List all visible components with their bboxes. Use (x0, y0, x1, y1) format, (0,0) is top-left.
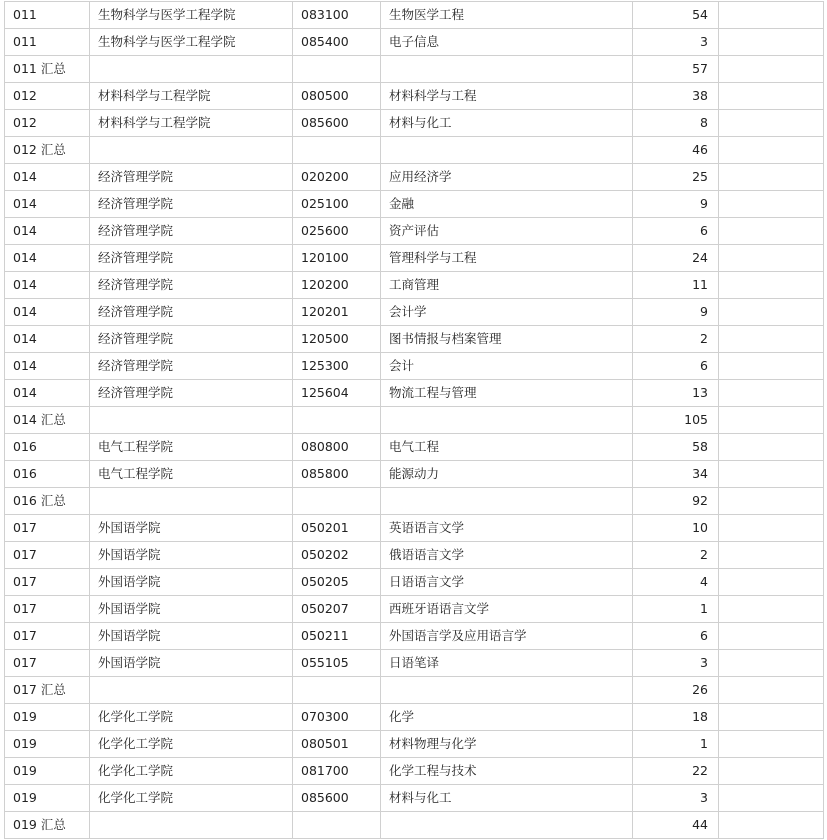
college-name-cell: 生物科学与医学工程学院 (90, 29, 293, 56)
enrollment-count-cell: 3 (633, 785, 719, 812)
college-code-cell: 012 (5, 110, 90, 137)
major-name-cell: 外国语言学及应用语言学 (381, 623, 633, 650)
college-code-cell: 017 (5, 515, 90, 542)
college-code-cell: 012 汇总 (5, 137, 90, 164)
college-name-cell: 经济管理学院 (90, 218, 293, 245)
table-row (5, 137, 824, 164)
college-name-cell: 外国语学院 (90, 623, 293, 650)
major-name-cell: 电气工程 (381, 434, 633, 461)
college-name-cell (90, 407, 293, 434)
major-name-cell: 化学 (381, 704, 633, 731)
college-name-cell: 材料科学与工程学院 (90, 83, 293, 110)
table-row (5, 245, 824, 272)
college-code-cell: 014 (5, 299, 90, 326)
college-name-cell: 材料科学与工程学院 (90, 110, 293, 137)
enrollment-count-cell: 3 (633, 650, 719, 677)
major-code-cell: 050207 (293, 596, 381, 623)
major-name-cell: 能源动力 (381, 461, 633, 488)
major-name-cell (381, 812, 633, 839)
college-name-cell: 外国语学院 (90, 650, 293, 677)
major-code-cell: 025100 (293, 191, 381, 218)
college-name-cell: 电气工程学院 (90, 461, 293, 488)
table-body (5, 2, 824, 839)
table-row (5, 110, 824, 137)
enrollment-count-cell: 2 (633, 542, 719, 569)
college-name-cell: 经济管理学院 (90, 380, 293, 407)
table-row (5, 299, 824, 326)
empty-cell (719, 2, 824, 29)
empty-cell (719, 812, 824, 839)
college-name-cell: 化学化工学院 (90, 785, 293, 812)
major-name-cell: 英语语言文学 (381, 515, 633, 542)
college-code-cell: 014 (5, 326, 90, 353)
enrollment-count-cell: 4 (633, 569, 719, 596)
college-code-cell: 019 (5, 731, 90, 758)
empty-cell (719, 110, 824, 137)
empty-cell (719, 407, 824, 434)
major-name-cell: 电子信息 (381, 29, 633, 56)
college-name-cell (90, 488, 293, 515)
major-code-cell: 085400 (293, 29, 381, 56)
college-name-cell (90, 137, 293, 164)
table-row (5, 623, 824, 650)
college-code-cell: 011 (5, 29, 90, 56)
enrollment-count-cell: 9 (633, 191, 719, 218)
empty-cell (719, 353, 824, 380)
table-row (5, 326, 824, 353)
college-code-cell: 016 汇总 (5, 488, 90, 515)
college-name-cell: 电气工程学院 (90, 434, 293, 461)
college-code-cell: 019 汇总 (5, 812, 90, 839)
empty-cell (719, 380, 824, 407)
table-row (5, 56, 824, 83)
major-name-cell: 资产评估 (381, 218, 633, 245)
college-name-cell: 化学化工学院 (90, 758, 293, 785)
table-row (5, 542, 824, 569)
college-name-cell: 经济管理学院 (90, 191, 293, 218)
college-name-cell: 外国语学院 (90, 515, 293, 542)
empty-cell (719, 272, 824, 299)
major-code-cell: 085600 (293, 785, 381, 812)
major-code-cell (293, 137, 381, 164)
major-name-cell (381, 137, 633, 164)
college-name-cell: 经济管理学院 (90, 245, 293, 272)
table-row (5, 83, 824, 110)
college-code-cell: 017 (5, 542, 90, 569)
empty-cell (719, 650, 824, 677)
major-code-cell: 050201 (293, 515, 381, 542)
major-name-cell: 材料科学与工程 (381, 83, 633, 110)
major-code-cell: 125300 (293, 353, 381, 380)
major-name-cell: 日语语言文学 (381, 569, 633, 596)
college-name-cell (90, 677, 293, 704)
major-name-cell (381, 488, 633, 515)
enrollment-count-cell: 13 (633, 380, 719, 407)
enrollment-count-cell: 58 (633, 434, 719, 461)
enrollment-count-cell: 22 (633, 758, 719, 785)
major-code-cell: 050202 (293, 542, 381, 569)
major-code-cell: 125604 (293, 380, 381, 407)
major-name-cell: 日语笔译 (381, 650, 633, 677)
enrollment-count-cell: 25 (633, 164, 719, 191)
major-code-cell: 020200 (293, 164, 381, 191)
table-row (5, 731, 824, 758)
empty-cell (719, 677, 824, 704)
college-code-cell: 016 (5, 461, 90, 488)
empty-cell (719, 29, 824, 56)
enrollment-count-cell: 11 (633, 272, 719, 299)
empty-cell (719, 434, 824, 461)
college-name-cell: 化学化工学院 (90, 704, 293, 731)
college-code-cell: 017 (5, 650, 90, 677)
table-row (5, 650, 824, 677)
empty-cell (719, 704, 824, 731)
college-code-cell: 011 (5, 2, 90, 29)
college-name-cell: 经济管理学院 (90, 353, 293, 380)
table-row (5, 812, 824, 839)
major-name-cell (381, 407, 633, 434)
enrollment-count-cell: 1 (633, 731, 719, 758)
enrollment-count-cell: 57 (633, 56, 719, 83)
enrollment-count-cell: 9 (633, 299, 719, 326)
enrollment-table (4, 1, 824, 839)
college-code-cell: 014 (5, 218, 90, 245)
major-code-cell (293, 488, 381, 515)
major-name-cell: 俄语语言文学 (381, 542, 633, 569)
table-row (5, 677, 824, 704)
major-name-cell: 工商管理 (381, 272, 633, 299)
college-code-cell: 014 (5, 164, 90, 191)
table-row (5, 218, 824, 245)
enrollment-count-cell: 46 (633, 137, 719, 164)
major-name-cell: 材料与化工 (381, 785, 633, 812)
major-code-cell: 050205 (293, 569, 381, 596)
college-code-cell: 014 (5, 272, 90, 299)
major-code-cell: 085600 (293, 110, 381, 137)
empty-cell (719, 785, 824, 812)
college-name-cell: 外国语学院 (90, 569, 293, 596)
major-code-cell: 070300 (293, 704, 381, 731)
empty-cell (719, 245, 824, 272)
table-row (5, 515, 824, 542)
enrollment-count-cell: 6 (633, 353, 719, 380)
major-code-cell: 025600 (293, 218, 381, 245)
college-code-cell: 019 (5, 785, 90, 812)
table-row (5, 380, 824, 407)
table-row (5, 407, 824, 434)
major-code-cell: 120100 (293, 245, 381, 272)
college-name-cell: 化学化工学院 (90, 731, 293, 758)
enrollment-count-cell: 38 (633, 83, 719, 110)
major-code-cell: 080800 (293, 434, 381, 461)
major-name-cell: 会计 (381, 353, 633, 380)
empty-cell (719, 83, 824, 110)
college-code-cell: 017 (5, 623, 90, 650)
enrollment-count-cell: 54 (633, 2, 719, 29)
enrollment-count-cell: 3 (633, 29, 719, 56)
table-row (5, 596, 824, 623)
major-code-cell: 080501 (293, 731, 381, 758)
enrollment-count-cell: 8 (633, 110, 719, 137)
major-name-cell: 材料与化工 (381, 110, 633, 137)
major-code-cell: 120500 (293, 326, 381, 353)
table-row (5, 29, 824, 56)
major-name-cell: 西班牙语语言文学 (381, 596, 633, 623)
empty-cell (719, 56, 824, 83)
major-name-cell: 管理科学与工程 (381, 245, 633, 272)
table-row (5, 704, 824, 731)
major-code-cell: 080500 (293, 83, 381, 110)
major-name-cell: 应用经济学 (381, 164, 633, 191)
empty-cell (719, 758, 824, 785)
college-code-cell: 014 汇总 (5, 407, 90, 434)
empty-cell (719, 623, 824, 650)
college-code-cell: 016 (5, 434, 90, 461)
table-row (5, 569, 824, 596)
college-code-cell: 014 (5, 245, 90, 272)
empty-cell (719, 326, 824, 353)
empty-cell (719, 218, 824, 245)
major-name-cell (381, 677, 633, 704)
college-code-cell: 014 (5, 353, 90, 380)
table-row (5, 191, 824, 218)
empty-cell (719, 299, 824, 326)
major-code-cell: 083100 (293, 2, 381, 29)
major-name-cell (381, 56, 633, 83)
major-name-cell: 材料物理与化学 (381, 731, 633, 758)
college-name-cell: 经济管理学院 (90, 272, 293, 299)
major-code-cell: 120200 (293, 272, 381, 299)
major-code-cell: 081700 (293, 758, 381, 785)
college-code-cell: 017 (5, 596, 90, 623)
empty-cell (719, 731, 824, 758)
empty-cell (719, 488, 824, 515)
college-name-cell: 外国语学院 (90, 542, 293, 569)
major-name-cell: 会计学 (381, 299, 633, 326)
enrollment-count-cell: 92 (633, 488, 719, 515)
college-code-cell: 019 (5, 704, 90, 731)
major-code-cell: 085800 (293, 461, 381, 488)
major-code-cell (293, 407, 381, 434)
empty-cell (719, 137, 824, 164)
college-name-cell: 经济管理学院 (90, 299, 293, 326)
major-code-cell: 120201 (293, 299, 381, 326)
enrollment-count-cell: 34 (633, 461, 719, 488)
major-name-cell: 物流工程与管理 (381, 380, 633, 407)
major-code-cell (293, 812, 381, 839)
table-row (5, 461, 824, 488)
empty-cell (719, 515, 824, 542)
enrollment-count-cell: 2 (633, 326, 719, 353)
college-code-cell: 014 (5, 380, 90, 407)
college-name-cell: 生物科学与医学工程学院 (90, 2, 293, 29)
major-name-cell: 化学工程与技术 (381, 758, 633, 785)
enrollment-count-cell: 10 (633, 515, 719, 542)
empty-cell (719, 461, 824, 488)
college-code-cell: 019 (5, 758, 90, 785)
enrollment-count-cell: 6 (633, 623, 719, 650)
college-name-cell (90, 56, 293, 83)
empty-cell (719, 542, 824, 569)
college-code-cell: 017 (5, 569, 90, 596)
enrollment-count-cell: 44 (633, 812, 719, 839)
table-row (5, 353, 824, 380)
enrollment-count-cell: 6 (633, 218, 719, 245)
college-name-cell: 外国语学院 (90, 596, 293, 623)
table-row (5, 758, 824, 785)
enrollment-count-cell: 26 (633, 677, 719, 704)
table-row (5, 272, 824, 299)
college-name-cell: 经济管理学院 (90, 326, 293, 353)
empty-cell (719, 569, 824, 596)
table-row (5, 785, 824, 812)
enrollment-count-cell: 18 (633, 704, 719, 731)
table-row (5, 164, 824, 191)
table-row (5, 434, 824, 461)
empty-cell (719, 191, 824, 218)
college-code-cell: 017 汇总 (5, 677, 90, 704)
college-name-cell (90, 812, 293, 839)
college-name-cell: 经济管理学院 (90, 164, 293, 191)
college-code-cell: 012 (5, 83, 90, 110)
college-code-cell: 014 (5, 191, 90, 218)
major-name-cell: 金融 (381, 191, 633, 218)
college-code-cell: 011 汇总 (5, 56, 90, 83)
table-row (5, 2, 824, 29)
major-code-cell (293, 56, 381, 83)
major-name-cell: 生物医学工程 (381, 2, 633, 29)
empty-cell (719, 164, 824, 191)
enrollment-count-cell: 1 (633, 596, 719, 623)
major-code-cell (293, 677, 381, 704)
major-code-cell: 055105 (293, 650, 381, 677)
empty-cell (719, 596, 824, 623)
major-code-cell: 050211 (293, 623, 381, 650)
major-name-cell: 图书情报与档案管理 (381, 326, 633, 353)
table-row (5, 488, 824, 515)
enrollment-count-cell: 24 (633, 245, 719, 272)
enrollment-count-cell: 105 (633, 407, 719, 434)
